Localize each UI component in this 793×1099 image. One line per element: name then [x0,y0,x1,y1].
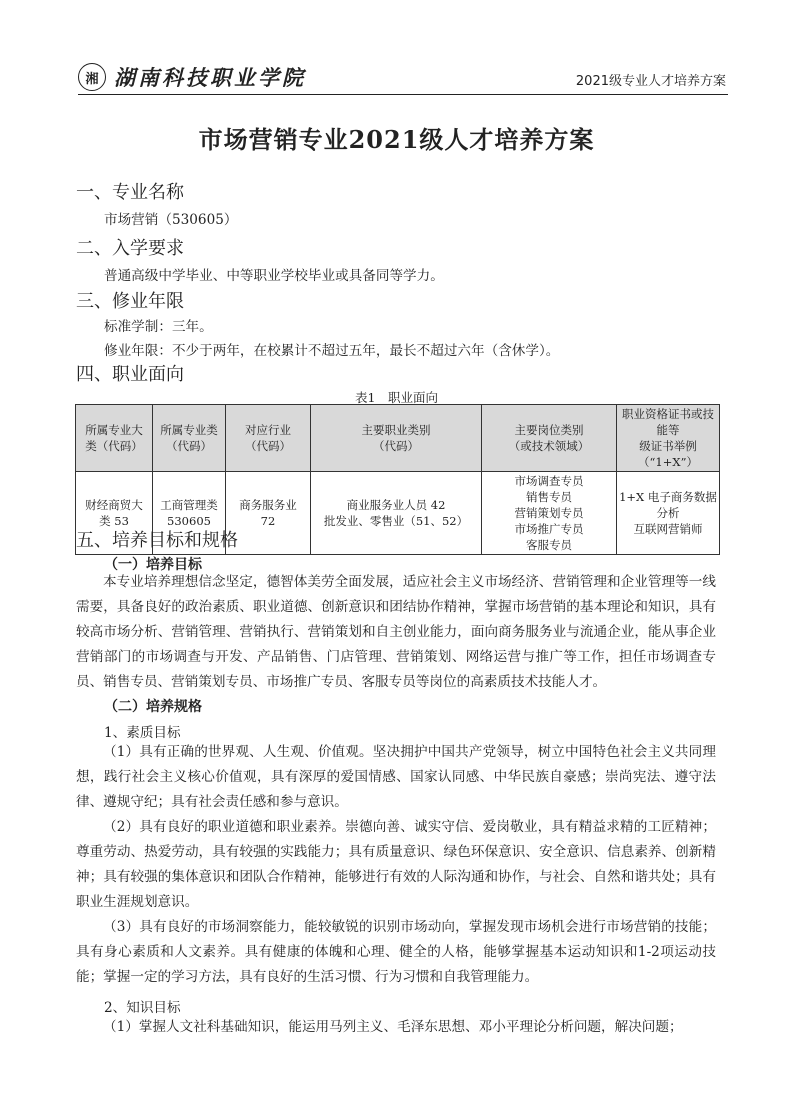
section-1-text: 市场营销（530605） [104,212,238,228]
school-name: 湖南科技职业学院 [114,65,306,90]
section-4-heading: 四、职业面向 [76,364,184,385]
school-logo [78,62,306,92]
knowledge-goal-label: 2、知识目标 [104,1000,181,1016]
section-3-line-2: 修业年限：不少于两年，在校累计不超过五年，最长不超过六年（含休学）。 [104,343,560,359]
header-cell: 所属专业大 类（代码） [76,405,153,472]
training-goal-paragraph: 本专业培养理想信念坚定，德智体美劳全面发展，适应社会主义市场经济、营销管理和企业管理等一线需要，具备良好的政治素质、职业道德、创新意识和团结协作精神，掌握市场营销的基本理论和知识，具有较高市场分析、营销管理、营销执行、营销策划和自主创业能力，面向商务服务业与流通企业，能从事企业营销部门的市场调查与开发、产品销售、门店管理、营销策划、网络运营与推广等工作，担任市场调查专员、销售专员、营销策划专员、市场推广专员、客服专员等岗位的高素质技术技能人才。 [76,574,716,690]
page-header [78,60,728,95]
quality-goal-item-1: （1）具有正确的世界观、人生观、价值观。坚决拥护中国共产党领导，树立中国特色社会主义共同理想，践行社会主义核心价值观，具有深厚的爱国情感、国家认同感、中华民族自豪感；崇尚宪法、遵守法律、遵规守纪；具有社会责任感和参与意识。 [76,744,716,810]
section-2-text: 普通高级中学毕业、中等职业学校毕业或具备同等学力。 [104,268,444,284]
table-cell: 工商管理类 530605 [153,472,226,555]
table-cell: 商务服务业 72 [226,472,311,555]
quality-goal-label: 1、素质目标 [104,725,181,741]
knowledge-goal-item-1: （1）掌握人文社科基础知识，能运用马列主义、毛泽东思想、邓小平理论分析问题，解决问题； [103,1019,683,1035]
school-seal-icon: 湘 [78,63,106,91]
section-5-heading: 五、培养目标和规格 [76,530,238,551]
header-cell: 主要职业类别 （代码） [311,405,482,472]
section-3-line-1: 标准学制：三年。 [104,319,213,335]
header-cell: 主要岗位类别 （或技术领域） [482,405,617,472]
table-cell: 1+X 电子商务数据分析 互联网营销师 [617,472,720,555]
quality-goal-item-3: （3）具有良好的市场洞察能力，能较敏锐的识别市场动向，掌握发现市场机会进行市场营销的技能；具有身心素质和人文素养。具有健康的体魄和心理、健全的人格，能够掌握基本运动知识和1-2项运动技能；掌握一定的学习方法，具有良好的生活习惯、行为习惯和自我管理能力。 [76,919,716,985]
table-caption: 表1 职业面向 [355,390,438,405]
document-title: 市场营销专业2021级人才培养方案 [198,125,595,154]
subheading-training-spec: （二）培养规格 [104,699,202,715]
table-header-row [76,405,720,472]
section-2-heading: 二、入学要求 [76,238,184,259]
subheading-training-goal: （一）培养目标 [104,557,202,573]
header-cell: 所属专业类 （代码） [153,405,226,472]
table-cell: 市场调查专员 销售专员 营销策划专员 市场推广专员 客服专员 [482,472,617,555]
header-cell: 对应行业 （代码） [226,405,311,472]
quality-goal-item-2: （2）具有良好的职业道德和职业素养。崇德向善、诚实守信、爱岗敬业，具有精益求精的工匠精神；尊重劳动、热爱劳动，具有较强的实践能力；具有质量意识、绿色环保意识、安全意识、信息素养、创新精神；具有较强的集体意识和团队合作精神，能够进行有效的人际沟通和协作，与社会、自然和谐共处；具有职业生涯规划意识。 [76,819,716,910]
section-3-heading: 三、修业年限 [76,291,184,312]
header-cell: 职业资格证书或技能等 级证书举例（“1+X”） [617,405,720,472]
header-doc-label: 2021级专业人才培养方案 [575,74,726,89]
table-cell: 财经商贸大 类 53 [76,472,153,555]
table-cell: 商业服务业人员 42 批发业、零售业（51、52） [311,472,482,555]
section-1-heading: 一、专业名称 [76,182,184,203]
